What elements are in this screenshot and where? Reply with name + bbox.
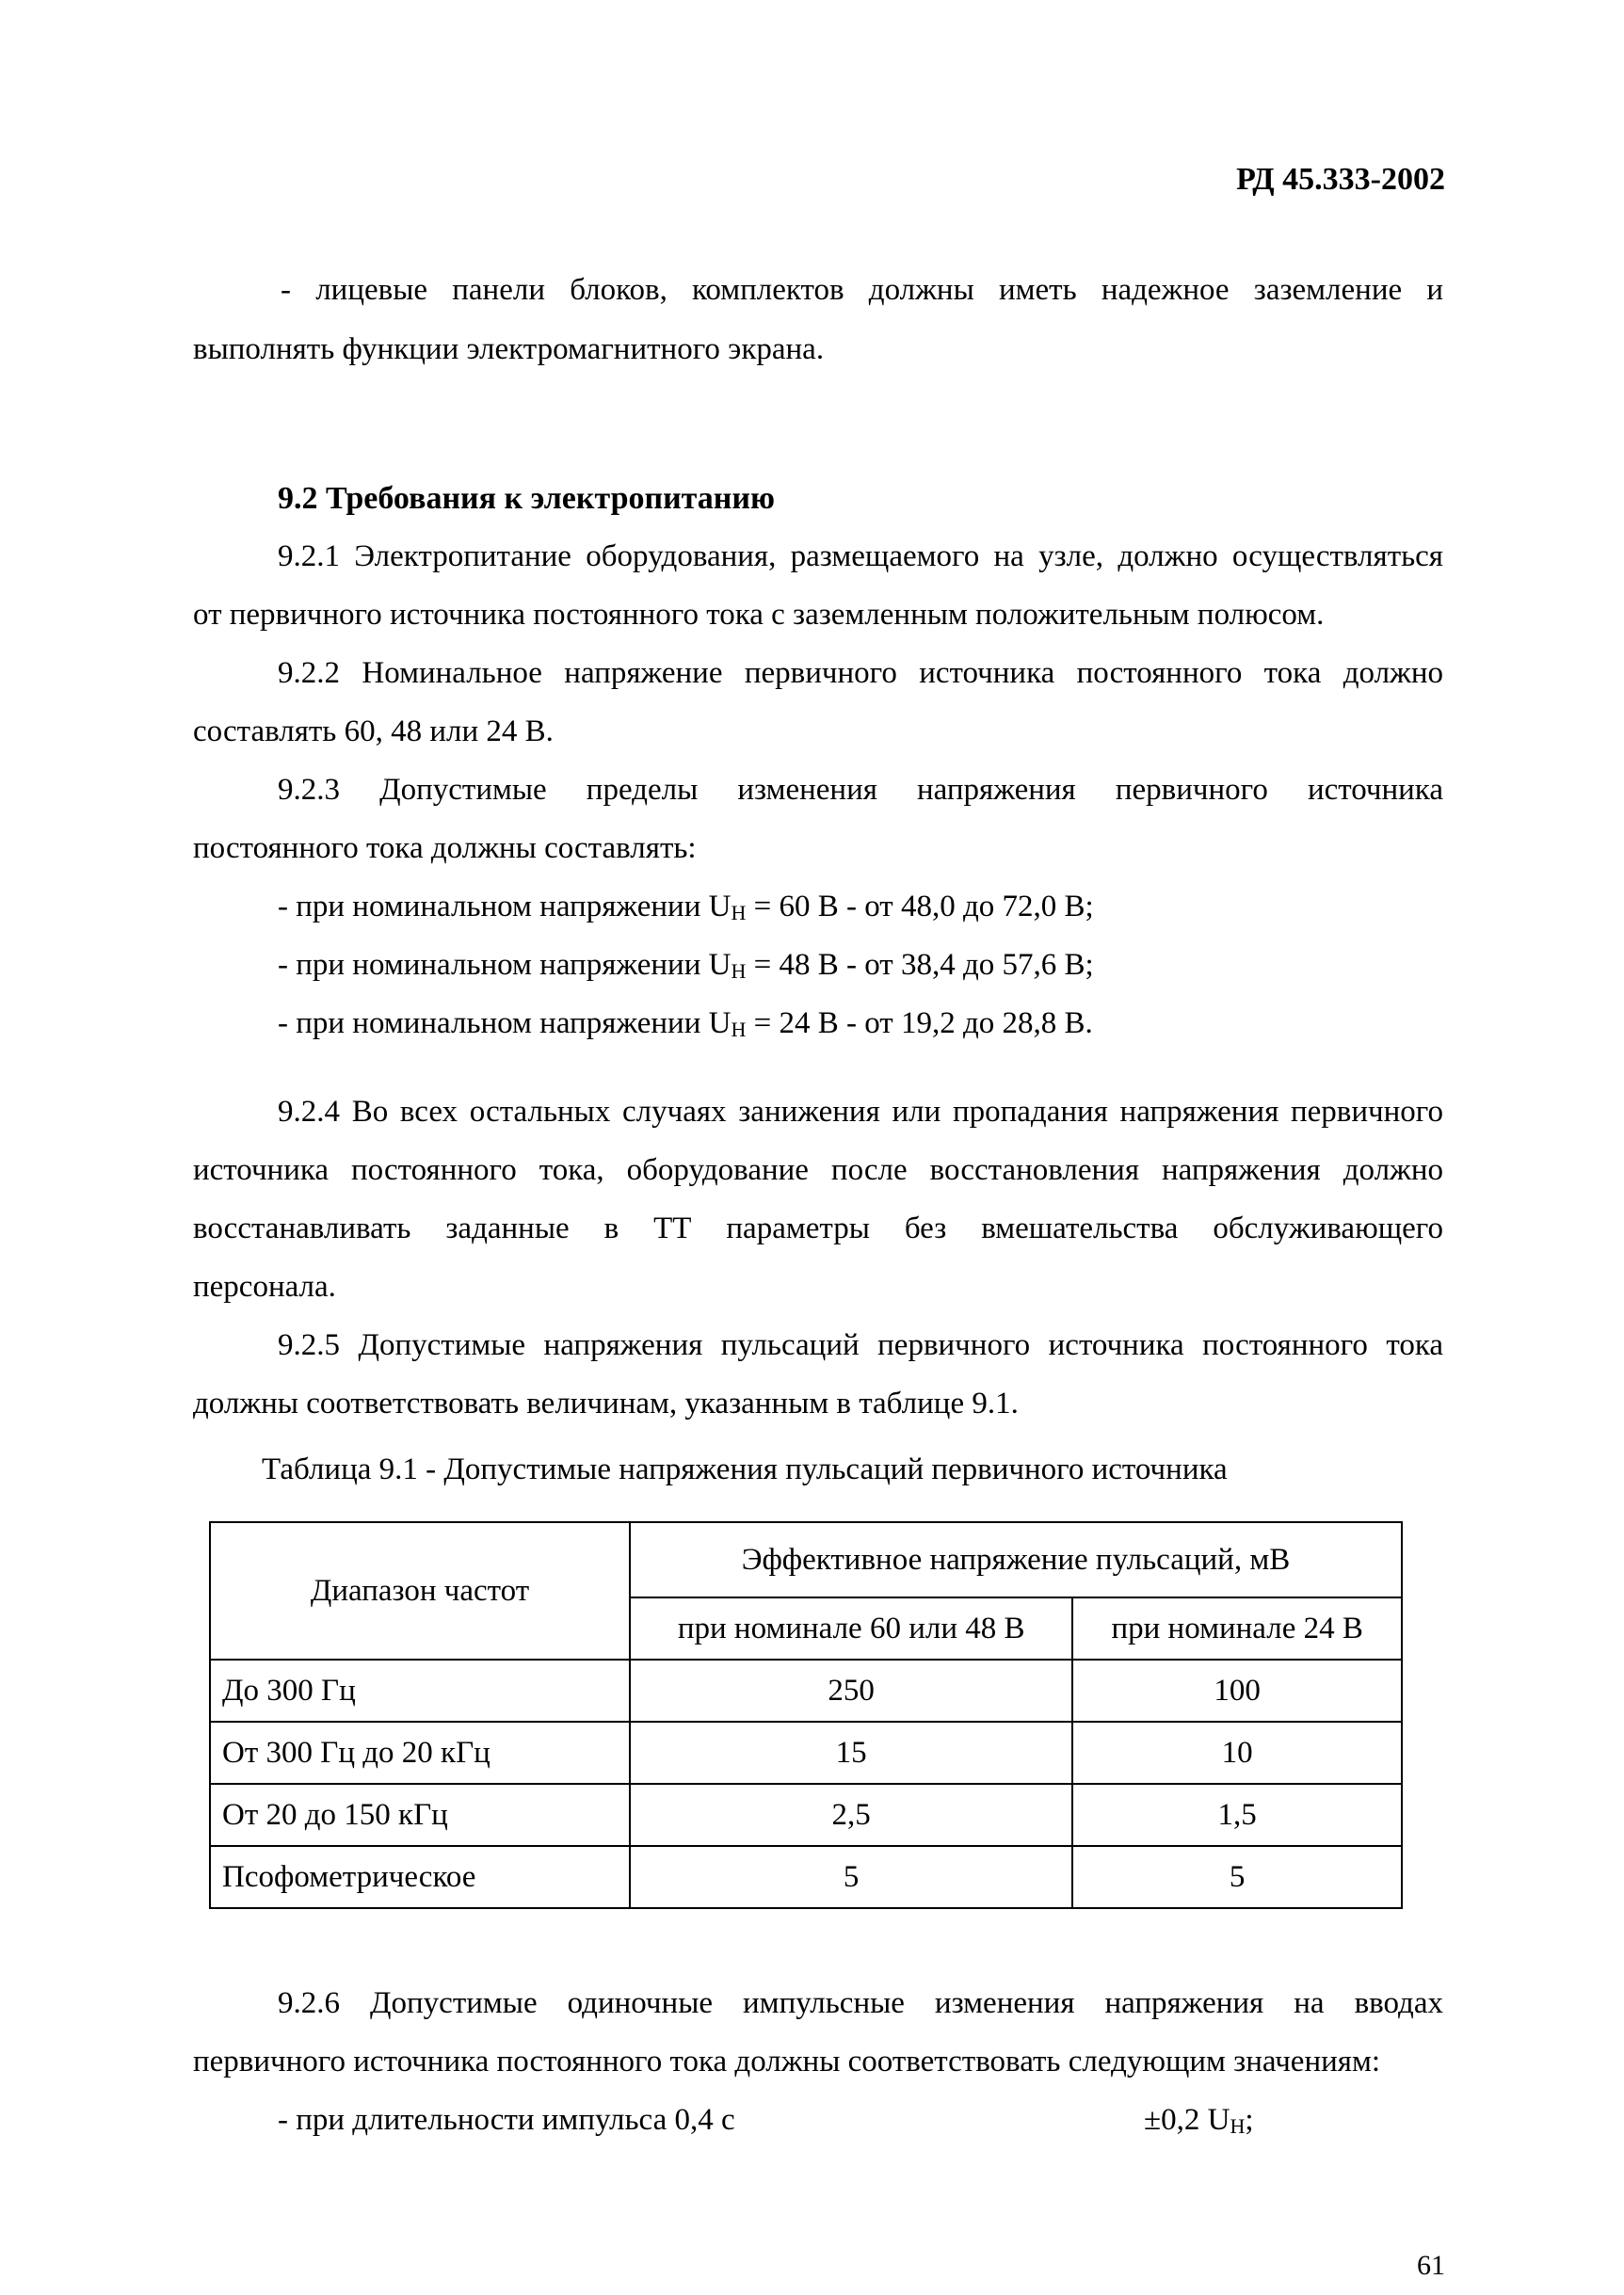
cell-24: 1,5: [1072, 1784, 1402, 1846]
p925-line-2: должны соответствовать величинам, указанным в таблице 9.1.: [193, 1387, 1019, 1420]
intro-line-1: - лицевые панели блоков, комплектов должны иметь надежное заземление и: [281, 273, 1443, 307]
header-nominal-24: при номинале 24 В: [1072, 1597, 1402, 1660]
p923-line-2: постоянного тока должны составлять:: [193, 831, 697, 865]
table-row: [210, 1660, 1402, 1722]
cell-24: 100: [1072, 1660, 1402, 1722]
header-frequency-range: Диапазон частот: [210, 1522, 630, 1660]
table-row: [210, 1784, 1402, 1846]
p924-line-2: источника постоянного тока, оборудование после восстановления напряжения должно: [193, 1153, 1443, 1187]
cell-24: 5: [1072, 1846, 1402, 1908]
table-header-row-1: [210, 1522, 1402, 1597]
cell-60-48: 2,5: [630, 1784, 1072, 1846]
cell-60-48: 5: [630, 1846, 1072, 1908]
p923-item-1: - при номинальном напряжении UН = 60 В - от 48,0 до 72,0 В;: [278, 890, 1094, 924]
p921-line-1: 9.2.1 Электропитание оборудования, размещаемого на узле, должно осуществляться: [278, 539, 1443, 573]
cell-60-48: 15: [630, 1722, 1072, 1784]
p926-line-1: 9.2.6 Допустимые одиночные импульсные изменения напряжения на вводах: [278, 1986, 1443, 2020]
document-code: РД 45.333-2002: [1236, 162, 1445, 197]
p923-item-2: - при номинальном напряжении UН = 48 В - от 38,4 до 57,6 В;: [278, 948, 1094, 983]
cell-range: От 20 до 150 кГц: [210, 1784, 630, 1846]
p926-line-2: первичного источника постоянного тока должны соответствовать следующим значениям:: [193, 2045, 1380, 2078]
section-heading: 9.2 Требования к электропитанию: [278, 481, 775, 516]
p923-item-3: - при номинальном напряжении UН = 24 В - от 19,2 до 28,8 В.: [278, 1006, 1093, 1041]
cell-24: 10: [1072, 1722, 1402, 1784]
ripple-voltage-table: [209, 1521, 1403, 1909]
table-row: [210, 1722, 1402, 1784]
p924-line-3: восстанавливать заданные в ТТ параметры без вмешательства обслуживающего: [193, 1212, 1443, 1245]
page-number: 61: [1417, 2250, 1445, 2281]
cell-range: Псофометрическое: [210, 1846, 630, 1908]
intro-line-2: выполнять функции электромагнитного экрана.: [193, 332, 825, 366]
p921-line-2: от первичного источника постоянного тока с заземленным положительным полюсом.: [193, 598, 1325, 632]
table-row: [210, 1846, 1402, 1908]
header-nominal-60-48: при номинале 60 или 48 В: [630, 1597, 1072, 1660]
p923-line-1: 9.2.3 Допустимые пределы изменения напряжения первичного источника: [278, 773, 1443, 807]
cell-60-48: 250: [630, 1660, 1072, 1722]
cell-range: До 300 Гц: [210, 1660, 630, 1722]
p926-item-label: - при длительности импульса 0,4 с: [278, 2103, 735, 2137]
p922-line-2: составлять 60, 48 или 24 В.: [193, 714, 554, 748]
p924-line-4: персонала.: [193, 1270, 336, 1304]
p926-item-value: ±0,2 UН;: [1144, 2103, 1254, 2138]
p924-line-1: 9.2.4 Во всех остальных случаях занижения или пропадания напряжения первичного: [278, 1095, 1443, 1129]
p925-line-1: 9.2.5 Допустимые напряжения пульсаций первичного источника постоянного тока: [278, 1328, 1443, 1362]
cell-range: От 300 Гц до 20 кГц: [210, 1722, 630, 1784]
header-effective-voltage: Эффективное напряжение пульсаций, мВ: [630, 1522, 1402, 1597]
p922-line-1: 9.2.2 Номинальное напряжение первичного источника постоянного тока должно: [278, 656, 1443, 690]
table-caption: Таблица 9.1 - Допустимые напряжения пульсаций первичного источника: [262, 1452, 1228, 1486]
